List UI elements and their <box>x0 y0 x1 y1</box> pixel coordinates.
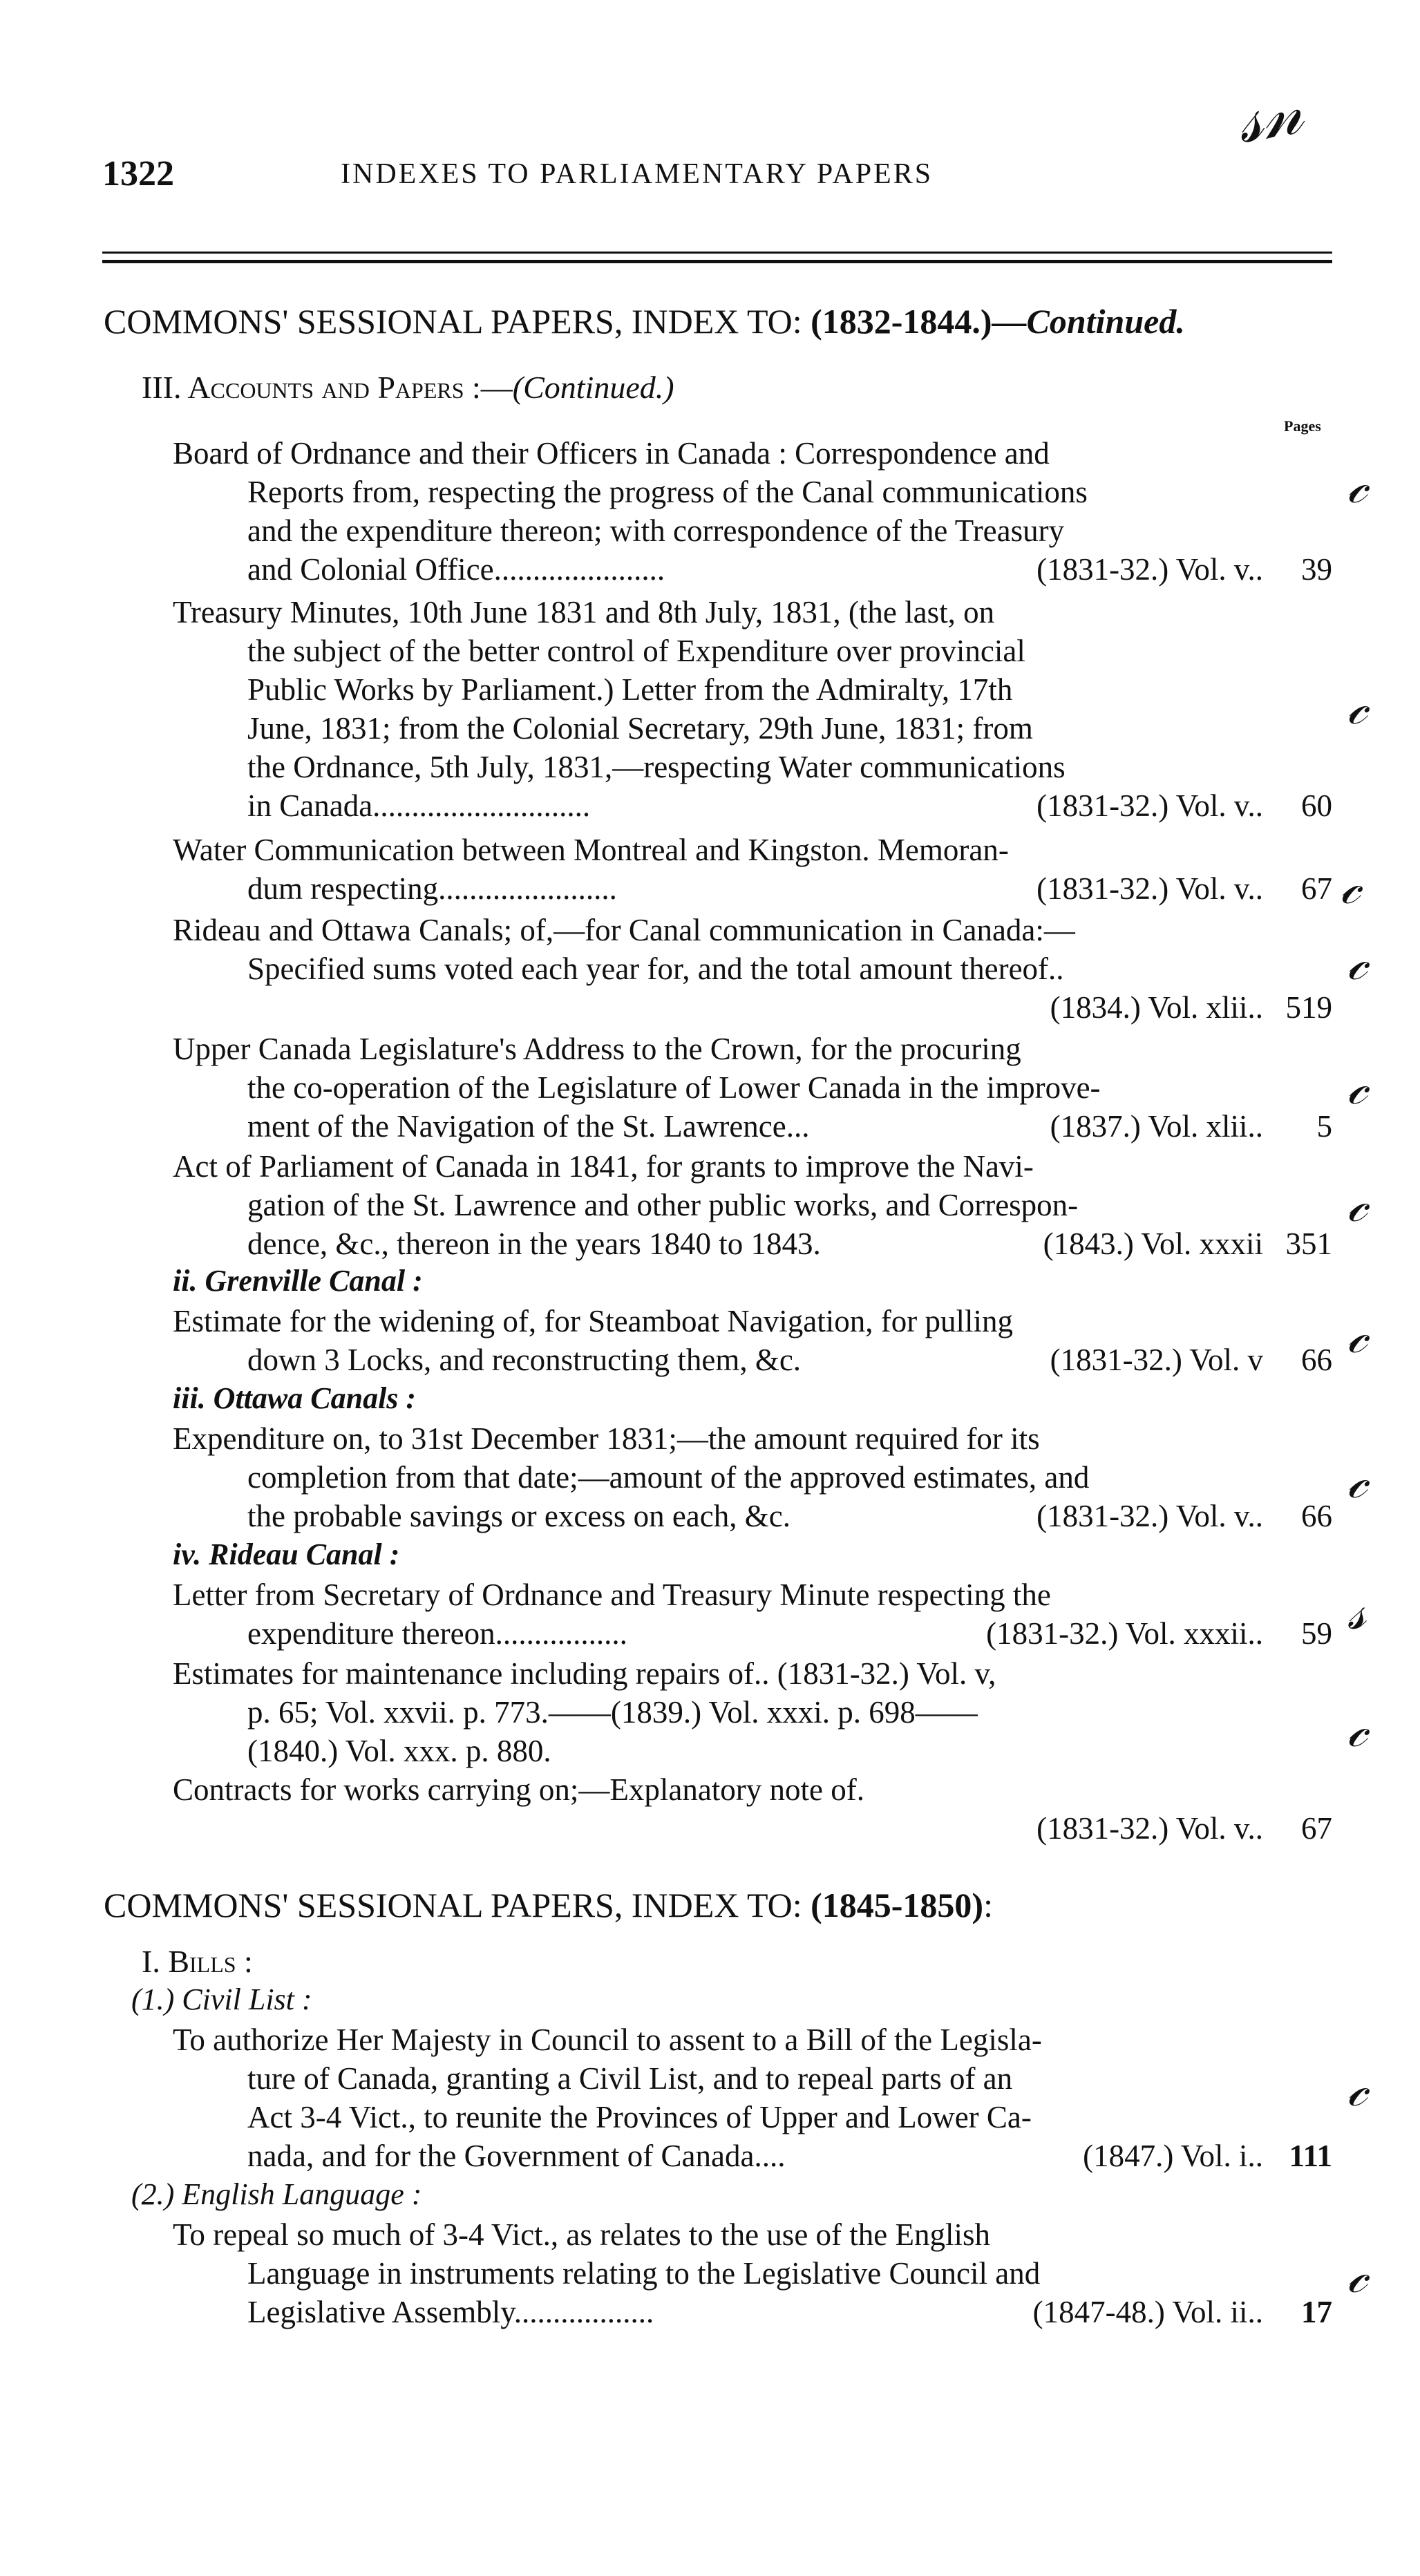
page-header <box>102 153 1332 202</box>
section-heading: COMMONS' SESSIONAL PAPERS, INDEX TO: (1845-1850): <box>104 1886 993 1924</box>
margin-mark: 𝒸 <box>1347 2059 1367 2117</box>
margin-mark: 𝒸 <box>1347 677 1367 735</box>
page-reference: 67 <box>1301 1811 1332 1846</box>
page-reference: 111 <box>1289 2139 1332 2173</box>
index-entry: To repeal so much of 3-4 Vict., as relates to the use of the English Language in instruments relating to the Legislative Council and Legislative Assembly.................. (1847-48.) Vol. ii.. 17 <box>173 2215 1341 2331</box>
margin-mark: 𝒸 <box>1347 1451 1367 1509</box>
page-reference: 519 <box>1285 990 1332 1025</box>
header-rule <box>102 252 1332 254</box>
index-entry: Estimate for the widening of, for Steamboat Navigation, for pulling down 3 Locks, and reconstructing them, &c. (1831-32.) Vol. v 66 <box>173 1302 1341 1379</box>
subsection-heading: I. Bills : <box>142 1944 253 1979</box>
category-heading: iii. Ottawa Canals : <box>173 1381 417 1415</box>
page-reference: 66 <box>1301 1499 1332 1533</box>
index-entry: Water Communication between Montreal and Kingston. Memoran- dum respecting....................... (1831-32.) Vol. v.. 67 <box>173 831 1341 908</box>
margin-mark: 𝒸 <box>1347 1700 1367 1758</box>
page-reference: 351 <box>1285 1227 1332 1261</box>
pages-column-label: Pages <box>1284 417 1321 435</box>
index-entry: Letter from Secretary of Ordnance and Treasury Minute respecting the expenditure thereon................. (1831-32.) Vol. xxxii.. 59 <box>173 1575 1341 1653</box>
margin-mark: 𝓈 <box>1347 1582 1366 1640</box>
index-entry: Contracts for works carrying on;—Explanatory note of. (1831-32.) Vol. v.. 67 <box>173 1770 1341 1848</box>
handwritten-annotation: 𝓈𝓃 <box>1230 70 1309 159</box>
page-number: 1322 <box>102 154 174 193</box>
category-heading: ii. Grenville Canal : <box>173 1264 423 1298</box>
margin-mark: 𝒸 <box>1347 1306 1367 1364</box>
margin-mark: 𝒸 <box>1341 857 1361 915</box>
header-rule-thick <box>102 260 1332 263</box>
index-entry: To authorize Her Majesty in Council to assent to a Bill of the Legisla- ture of Canada, granting a Civil List, and to repeal parts of an Act 3-4 Vict., to reunite the Provinces of Upper and Lower Ca- nada, and for the Government of Canada.... (1847.) Vol. i.. 111 <box>173 2020 1341 2175</box>
page-reference: 59 <box>1301 1616 1332 1651</box>
index-entry: Board of Ordnance and their Officers in Canada : Correspondence and Reports from, respecting the progress of the Canal communications and the expenditure thereon; with correspondence of the Treasury and Colonial Office...................... (1831-32.) Vol. v.. 39 <box>173 434 1341 589</box>
page-reference: 60 <box>1301 788 1332 823</box>
index-entry: Upper Canada Legislature's Address to the Crown, for the procuring the co-operation of the Legislature of Lower Canada in the improve- ment of the Navigation of the St. Lawrence... (1837.) Vol. xlii.. 5 <box>173 1030 1341 1146</box>
category-heading: (2.) English Language : <box>131 2177 422 2211</box>
margin-mark: 𝒸 <box>1347 456 1367 514</box>
running-title: INDEXES TO PARLIAMENTARY PAPERS <box>341 158 934 190</box>
page-reference: 5 <box>1316 1109 1332 1144</box>
index-entry: Expenditure on, to 31st December 1831;—the amount required for its completion from that date;—amount of the approved estimates, and the probable savings or excess on each, &c. (1831-32.) Vol. v.. 66 <box>173 1419 1341 1535</box>
page-reference: 67 <box>1301 871 1332 906</box>
page-reference: 66 <box>1301 1343 1332 1377</box>
section-heading: COMMONS' SESSIONAL PAPERS, INDEX TO: (1832-1844.)—Continued. <box>104 302 1185 341</box>
margin-mark: 𝒸 <box>1347 2246 1367 2304</box>
index-entry: Treasury Minutes, 10th June 1831 and 8th July, 1831, (the last, on the subject of the better control of Expenditure over provincial Public Works by Parliament.) Letter from the Admiralty, 17th June, 1831; from the Colonial Secretary, 29th June, 1831; from the Ordnance, 5th July, 1831,—respecting Water communications in Canada............................ (1831-32.) Vol. v.. 60 <box>173 593 1341 825</box>
margin-mark: 𝒸 <box>1347 933 1367 991</box>
margin-mark: 𝒸 <box>1347 1175 1367 1233</box>
margin-mark: 𝒸 <box>1347 1057 1367 1115</box>
subsection-heading: III. Accounts and Papers :—(Continued.) <box>142 370 674 405</box>
page-reference: 17 <box>1301 2295 1332 2329</box>
page-reference: 39 <box>1301 552 1332 587</box>
index-entry: Rideau and Ottawa Canals; of,—for Canal communication in Canada:— Specified sums voted each year for, and the total amount thereof.. (1834.) Vol. xlii.. 519 <box>173 911 1341 1027</box>
category-heading: iv. Rideau Canal : <box>173 1537 400 1571</box>
index-entry: Act of Parliament of Canada in 1841, for grants to improve the Navi- gation of the St. Lawrence and other public works, and Correspon- dence, &c., thereon in the years 1840 to 1843. (1843.) Vol. xxxii 351 <box>173 1147 1341 1263</box>
category-heading: (1.) Civil List : <box>131 1982 312 2016</box>
index-entry: Estimates for maintenance including repairs of.. (1831-32.) Vol. v, p. 65; Vol. xxvii. p. 773.——(1839.) Vol. xxxi. p. 698—— (1840.) Vol. xxx. p. 880. <box>173 1656 996 1768</box>
